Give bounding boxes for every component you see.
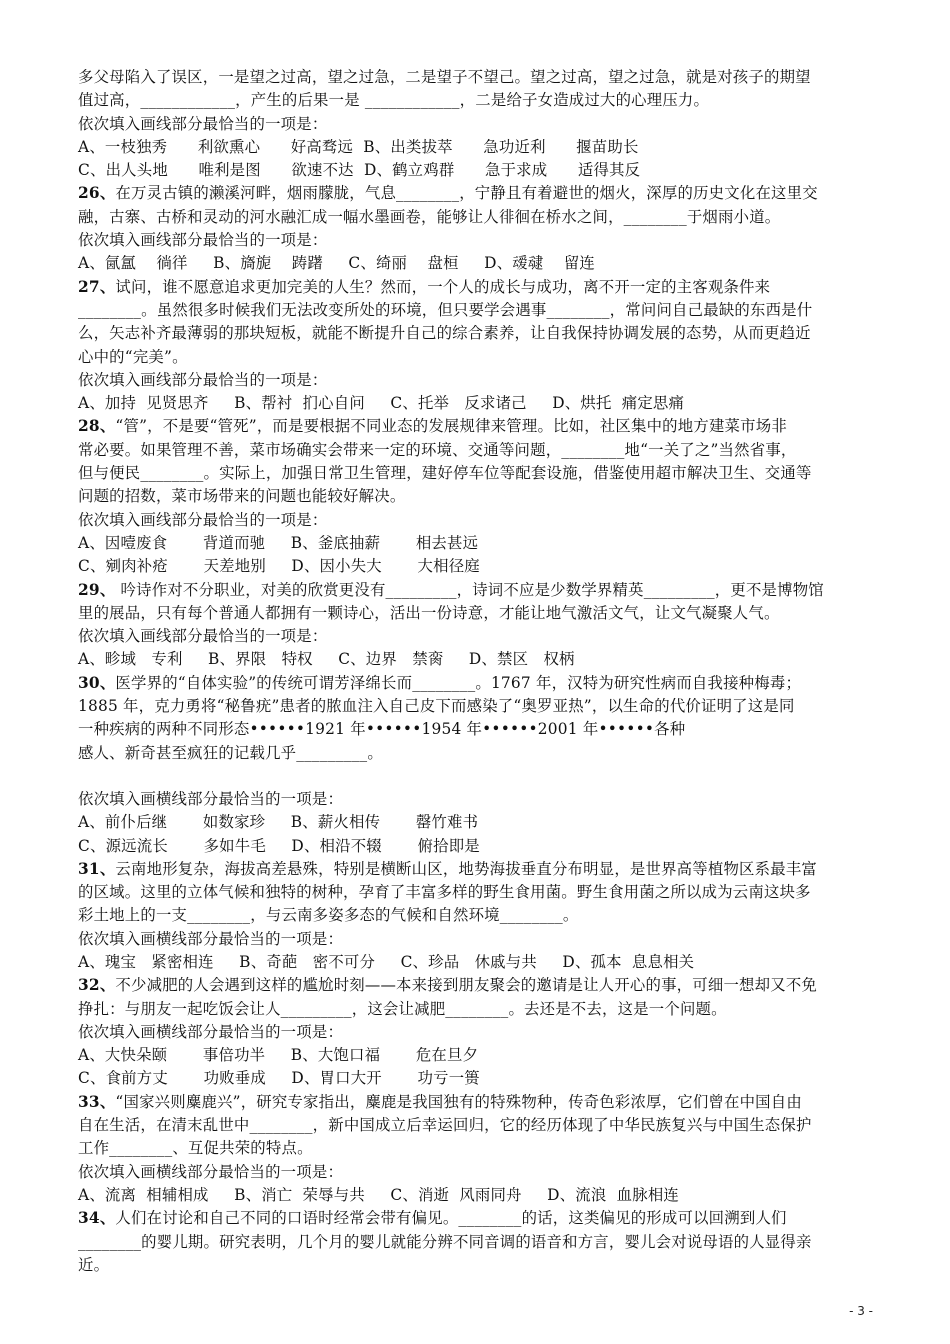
question-line: C、剜肉补疮 天差地别 D、因小失大 大相径庭	[78, 557, 480, 576]
question-line: 但与便民________。实际上，加强日常卫生管理，建好停车位等配套设施，借鉴使用超市解决卫生、交通等	[78, 464, 812, 483]
question-line: 么，矢志补齐最薄弱的那块短板，就能不断提升自己的综合素养，让自我保持协调发展的态势，从而更趋近	[78, 324, 811, 343]
intro-line: C、出人头地 唯利是图 欲速不达 D、鹤立鸡群 急于求成 适得其反	[78, 161, 641, 180]
question-line: 挣扎：与朋友一起吃饭会让人_________，这会让减肥________。去还是不去，这是一个问题。	[78, 999, 727, 1018]
question-line: ________。虽然很多时候我们无法改变所处的环境，但只要学会遇事________，常问问自己最缺的东西是什	[78, 300, 813, 319]
question-line: A、大快朵颐 事倍功半 B、大饱口福 危在旦夕	[78, 1046, 479, 1065]
question-line: 近。	[78, 1255, 110, 1274]
question-block	[78, 182, 878, 275]
question-line: 依次填入画横线部分最恰当的一项是：	[78, 929, 344, 948]
question-text: 人们在讨论和自己不同的口语时经常会带有偏见。________的话，这类偏见的形成可以回溯到人们	[115, 1209, 787, 1228]
question-line: 一种疾病的两种不同形态••••••1921 年••••••1954 年••••••2001 年••••••各种	[78, 720, 686, 739]
question-number: 26、	[78, 184, 116, 203]
question-text: 吟诗作对不分职业，对美的欣赏更没有_________，诗词不应是少数学界精英_________，更不是博物馆	[115, 580, 824, 599]
question-line: A、流离 相辅相成 B、消亡 荣辱与共 C、消逝 风雨同舟 D、流浪 血脉相连	[78, 1185, 679, 1204]
question-line: 常必要。如果管理不善，菜市场确实会带来一定的环境、交通等问题，________地“一关了之”当然省事，	[78, 440, 797, 459]
question-text: “管”，不是要“管死”，而是要根据不同业态的发展规律来管理。比如，社区集中的地方建菜市场非	[115, 417, 787, 436]
question-block	[78, 974, 878, 1090]
question-number: 28、	[78, 417, 116, 436]
question-line: 依次填入画横线部分最恰当的一项是：	[78, 1022, 344, 1041]
question-line: A、加持 见贤思齐 B、帮衬 扪心自问 C、托举 反求诸己 D、烘托 痛定思痛	[78, 394, 685, 413]
question-line: C、食前方丈 功败垂成 D、胃口大开 功亏一篑	[78, 1069, 480, 1088]
question-line: C、源远流长 多如牛毛 D、相沿不辍 俯拾即是	[78, 836, 480, 855]
question-block	[78, 672, 878, 858]
question-number: 30、	[78, 673, 116, 692]
question-line: 问题的招数，菜市场带来的问题也能较好解决。	[78, 487, 406, 506]
question-number: 34、	[78, 1209, 116, 1228]
blank-line	[78, 765, 878, 788]
intro-line: 依次填入画线部分最恰当的一项是：	[78, 114, 328, 133]
question-text: 医学界的“自体实验”的传统可谓芳泽绵长而________。1767 年，汉特为研究性病而自我接种梅毒；	[115, 673, 802, 692]
question-block	[78, 415, 878, 578]
question-line: A、瑰宝 紧密相连 B、奇葩 密不可分 C、珍品 休戚与共 D、孤本 息息相关	[78, 952, 695, 971]
question-line: A、因噎废食 背道而驰 B、釜底抽薪 相去甚远	[78, 533, 479, 552]
question-line: A、前仆后继 如数家珍 B、薪火相传 罄竹难书	[78, 813, 479, 832]
intro-block	[78, 66, 878, 182]
question-line: 依次填入画线部分最恰当的一项是：	[78, 510, 328, 529]
question-number: 33、	[78, 1092, 116, 1111]
question-number: 32、	[78, 976, 116, 995]
question-first-line	[78, 974, 878, 997]
question-first-line	[78, 1207, 878, 1230]
question-text: 试问，谁不愿意追求更加完美的人生？然而，一个人的成长与成功，离不开一定的主客观条件来	[115, 277, 771, 296]
question-line: 彩土地上的一支________，与云南多姿多态的气候和自然环境________。	[78, 906, 579, 925]
question-number: 31、	[78, 859, 116, 878]
question-block	[78, 1091, 878, 1207]
question-line: 1885 年，克力勇将“秘鲁疣”患者的脓血注入自己皮下而感染了“奥罗亚热”，以生命的代价证明了这是同	[78, 697, 795, 716]
question-line: ________的婴儿期。研究表明，几个月的婴儿就能分辨不同音调的语音和方言，婴儿会对说母语的人显得亲	[78, 1232, 812, 1251]
intro-line: 多父母陷入了误区，一是望之过高，望之过急，二是望子不望己。望之过高，望之过急，就是对孩子的期望	[78, 68, 811, 86]
question-block	[78, 1207, 878, 1277]
question-line: 心中的“完美”。	[78, 347, 188, 366]
question-list	[78, 182, 878, 1277]
question-text: 在万灵古镇的濑溪河畔，烟雨朦胧，气息________，宁静且有着避世的烟火，深厚的历史文化在这里交	[115, 184, 818, 203]
question-block	[78, 579, 878, 672]
question-line: 融，古寨、古桥和灵动的河水融汇成一幅水墨画卷，能够让人徘徊在桥水之间，________于烟雨小道。	[78, 207, 781, 226]
question-first-line	[78, 182, 878, 205]
question-line: 依次填入画线部分最恰当的一项是：	[78, 627, 328, 646]
intro-line: 值过高，____________，产生的后果一是 ____________，二是给子女造成过大的心理压力。	[78, 91, 710, 110]
question-line: A、畛域 专利 B、界限 特权 C、边界 禁脔 D、禁区 权柄	[78, 650, 575, 669]
question-first-line	[78, 1091, 878, 1114]
document-body	[78, 66, 878, 1277]
question-line: A、氤氲 徜徉 B、旖旎 踌躇 C、绮丽 盘桓 D、叆叇 留连	[78, 254, 596, 273]
question-line: 工作________、互促共荣的特点。	[78, 1139, 313, 1158]
question-block	[78, 858, 878, 974]
question-line: 依次填入画线部分最恰当的一项是：	[78, 231, 328, 250]
question-text: “国家兴则麋鹿兴”，研究专家指出，麋鹿是我国独有的特殊物种，传奇色彩浓厚，它们曾在中国自由	[115, 1092, 802, 1111]
question-text: 不少减肥的人会遇到这样的尴尬时刻——本来接到朋友聚会的邀请是让人开心的事，可细一想却又不免	[115, 976, 818, 995]
page-number: - 3 -	[849, 1304, 873, 1318]
question-text: 云南地形复杂，海拔高差悬殊，特别是横断山区，地势海拔垂直分布明显，是世界高等植物区系最丰富	[115, 859, 818, 878]
question-line: 的区域。这里的立体气候和独特的树种，孕育了丰富多样的野生食用菌。野生食用菌之所以成为云南这块多	[78, 883, 811, 902]
question-line: 依次填入画线部分最恰当的一项是：	[78, 370, 328, 389]
question-number: 27、	[78, 277, 116, 296]
question-first-line	[78, 415, 878, 438]
question-first-line	[78, 858, 878, 881]
question-block	[78, 276, 878, 416]
question-line: 里的展品，只有每个普通人都拥有一颗诗心，活出一份诗意，才能让地气激活文气，让文气凝聚人气。	[78, 603, 780, 622]
question-number: 29、	[78, 580, 116, 599]
question-first-line	[78, 672, 878, 695]
intro-line: A、一枝独秀 利欲熏心 好高骛远 B、出类拔萃 急功近利 揠苗助长	[78, 137, 639, 156]
question-first-line	[78, 579, 878, 602]
question-line: 感人、新奇甚至疯狂的记载几乎_________。	[78, 743, 383, 762]
question-line: 依次填入画横线部分最恰当的一项是：	[78, 1162, 344, 1181]
question-line: 自在生活，在清末乱世中________，新中国成立后幸运回归，它的经历体现了中华民族复兴与中国生态保护	[78, 1116, 812, 1135]
question-line: 依次填入画横线部分最恰当的一项是：	[78, 789, 344, 808]
question-first-line	[78, 276, 878, 299]
